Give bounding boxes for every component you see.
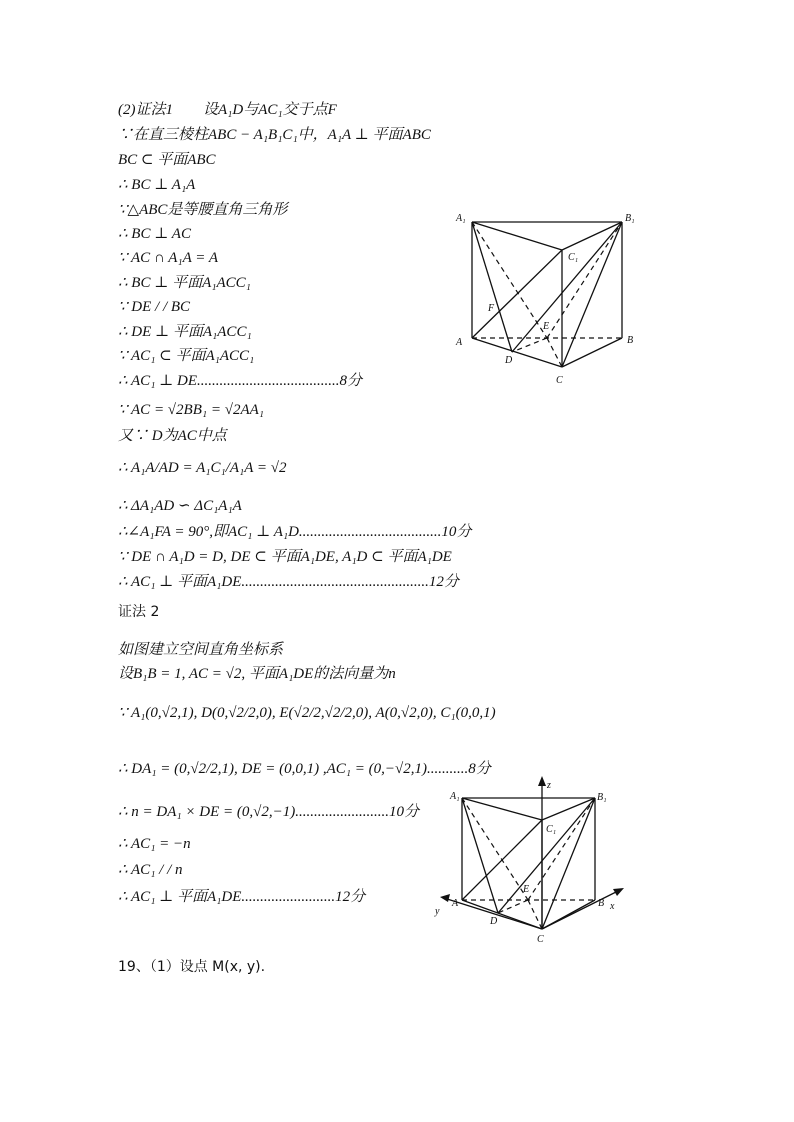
vertex-label: D bbox=[505, 355, 513, 366]
proof1-line: ∴ BC ⊥ A₁A bbox=[118, 177, 196, 193]
proof1-line: ∴ BC ⊥ 平面A₁ACC₁ bbox=[118, 275, 251, 291]
axis-label: x bbox=[610, 901, 615, 912]
axis-label: z bbox=[547, 780, 551, 791]
z-axis-arrow-icon bbox=[538, 776, 546, 786]
proof2-title: 证法 2 bbox=[118, 604, 160, 620]
axis-label: y bbox=[435, 906, 440, 917]
vertex-label: C bbox=[537, 934, 544, 945]
proof1-title: (2)证法1 设A₁D与AC₁交于点F bbox=[118, 102, 337, 118]
proof1-line: ∵ AC ∩ A₁A = A bbox=[118, 250, 219, 266]
proof1-line: ∴ A₁A/AD = A₁C₁/A₁A = √2 bbox=[118, 460, 287, 476]
proof1-line: ∴ BC ⊥ AC bbox=[118, 226, 191, 242]
vertex-label: A₁ bbox=[450, 791, 460, 802]
proof2-line: ∴ AC₁ ⊥ 平面A₁DE.........................12分 bbox=[118, 889, 366, 905]
coordinate-prism-figure bbox=[432, 776, 632, 946]
y-axis-arrow-icon bbox=[440, 894, 450, 902]
vertex-label: F bbox=[488, 303, 495, 314]
proof2-line: ∴ n = DA₁ × DE = (0,√2,−1).........................10分 bbox=[118, 804, 419, 820]
vertex-label: B₁ bbox=[625, 213, 635, 224]
proof2-line: ∴ AC₁ = −n bbox=[118, 836, 191, 852]
vertex-label: E bbox=[523, 884, 530, 895]
proof1-line: ∵△ABC是等腰直角三角形 bbox=[118, 202, 288, 218]
proof1-line: ∴ AC₁ ⊥ DE......................................8分 bbox=[118, 373, 363, 389]
vertex-label: D bbox=[490, 916, 498, 927]
vertex-label: B bbox=[627, 335, 634, 346]
proof1-line: ∴ AC₁ ⊥ 平面A₁DE..................................................12分 bbox=[118, 574, 459, 590]
proof1-line: 又∵ D为AC中点 bbox=[118, 428, 227, 444]
proof1-line: ∴∠A₁FA = 90°,即AC₁ ⊥ A₁D......................................10分 bbox=[118, 524, 472, 540]
prism-figure bbox=[450, 205, 645, 390]
vertex-label: B₁ bbox=[597, 792, 607, 803]
vertex-label: C bbox=[556, 375, 563, 386]
proof2-line: ∴ DA₁ = (0,√2/2,1), DE = (0,0,1) ,AC₁ = (0,−√2,1)...........8分 bbox=[118, 761, 491, 777]
proof1-line: ∵ AC = √2BB₁ = √2AA₁ bbox=[118, 402, 264, 418]
vertex-label: A₁ bbox=[456, 213, 466, 224]
vertex-label: B bbox=[598, 898, 605, 909]
vertex-label: C₁ bbox=[546, 824, 557, 835]
proof2-line: ∴ AC₁ / / n bbox=[118, 862, 183, 878]
proof1-line: ∴ ΔA₁AD ∽ ΔC₁A₁A bbox=[118, 498, 242, 514]
vertex-label: A bbox=[452, 898, 459, 909]
vertex-label: C₁ bbox=[568, 252, 579, 263]
vertex-label: E bbox=[543, 321, 550, 332]
proof1-line: BC ⊂ 平面ABC bbox=[118, 152, 216, 168]
proof2-line: 设B₁B = 1, AC = √2, 平面A₁DE的法向量为n bbox=[118, 666, 396, 682]
proof1-line: ∵ AC₁ ⊂ 平面A₁ACC₁ bbox=[118, 348, 255, 364]
proof2-line: ∵ A₁(0,√2,1), D(0,√2/2,0), E(√2/2,√2/2,0), A(0,√2,0), C₁(0,0,1) bbox=[118, 705, 496, 721]
vertex-label: A bbox=[456, 337, 463, 348]
proof1-line: ∵在直三棱柱ABC − A₁B₁C₁中，A₁A ⊥ 平面ABC bbox=[118, 127, 431, 143]
proof1-line: ∴ DE ⊥ 平面A₁ACC₁ bbox=[118, 324, 252, 340]
proof1-line: ∵ DE ∩ A₁D = D, DE ⊂ 平面A₁DE, A₁D ⊂ 平面A₁DE bbox=[118, 549, 452, 565]
proof1-line: ∵ DE / / BC bbox=[118, 299, 191, 315]
proof2-line: 如图建立空间直角坐标系 bbox=[118, 642, 284, 658]
part19-heading: 19、（1）设点 M(x, y). bbox=[118, 959, 266, 975]
